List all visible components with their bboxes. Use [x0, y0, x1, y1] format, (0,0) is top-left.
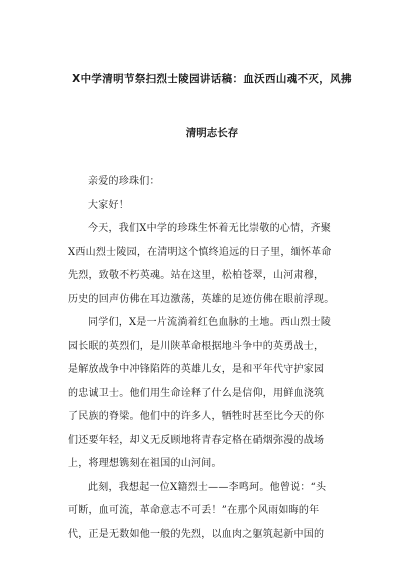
paragraph-line: 先烈，致敬不朽英魂。站在这里，松柏苍翠，山河肃穆， [68, 270, 325, 281]
paragraph-line: 可断，血可流，革命意志不可丢！”在那个风雨如晦的年 [68, 505, 320, 516]
paragraph-line: 园长眠的英烈们，是川陕革命根据地斗争中的英勇战士， [68, 340, 325, 352]
paragraph-line: 同学们，X是一片流淌着红色血脉的土地。西山烈士陵 [88, 317, 332, 328]
paragraph-line: 历史的回声仿佛在耳边激荡，英雄的足迹仿佛在眼前浮现。 [68, 293, 335, 305]
paragraph-line: X西山烈士陵园，在清明这个慎终追远的日子里，缅怀革命 [68, 246, 332, 258]
paragraph-line: 了民族的脊梁。他们中的许多人，牺牲时甚至比今天的你 [68, 411, 325, 422]
speech-body [68, 170, 356, 546]
document-title: X中学清明节祭扫烈士陵园讲话稿：血沃西山魂不灭，风拂 [72, 73, 352, 85]
salutation: 亲爱的珍珠们： [88, 176, 160, 187]
paragraph-line: 上，将理想镌刻在祖国的山河间。 [68, 458, 222, 469]
paragraph-line: 的忠诚卫士。他们用生命诠释了什么是信仰，用鲜血浇筑 [68, 387, 325, 399]
paragraph-line: 此刻，我想起一位X籍烈士——李鸣珂。他曾说：“头 [88, 481, 327, 493]
paragraph-line: 是解放战争中冲锋陷阵的英雄儿女，是和平年代守护家园 [68, 364, 325, 375]
paragraph-line: 们还要年轻，却义无反顾地将青春定格在硝烟弥漫的战场 [68, 434, 325, 446]
document-title-continuation: 清明志长存 [185, 127, 239, 139]
paragraph-line: 今天，我们X中学的珍珠生怀着无比崇敬的心情，齐聚 [88, 223, 332, 234]
paragraph-line: 代，正是无数如他一般的先烈，以血肉之躯筑起新中国的 [68, 528, 325, 540]
greeting: 大家好！ [88, 199, 129, 211]
